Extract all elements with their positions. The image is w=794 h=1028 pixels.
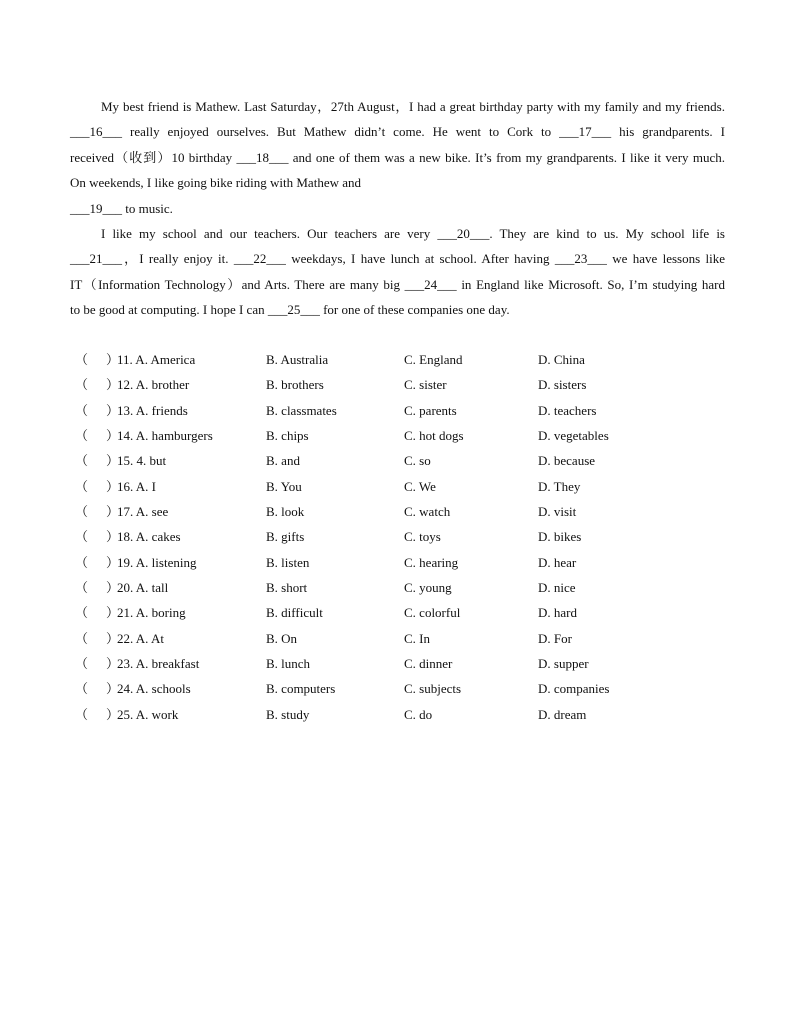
question-stem-option-a: 16. A. I bbox=[117, 478, 156, 494]
option-d: D. dream bbox=[538, 706, 587, 722]
option-c: C. In bbox=[404, 630, 430, 646]
option-b: B. Australia bbox=[266, 352, 329, 367]
passage-line: to be good at computing. I hope I can ___25___ for one of these companies one day. bbox=[70, 302, 510, 318]
question-item bbox=[70, 702, 670, 727]
option-b: B. study bbox=[266, 706, 310, 722]
option-b: B. difficult bbox=[266, 605, 323, 621]
option-c: C. do bbox=[404, 706, 433, 722]
option-b: B. You bbox=[266, 478, 302, 494]
question-item bbox=[70, 474, 670, 499]
option-c: C. sister bbox=[404, 377, 447, 393]
option-c: C. hearing bbox=[404, 554, 459, 570]
answer-paren-close: ） bbox=[106, 352, 120, 367]
option-d: D. nice bbox=[538, 580, 576, 596]
passage-line: My best friend is Mathew. Last Saturday，27th August，I had a great birthday party with my family and my friends. bbox=[101, 99, 725, 114]
question-item bbox=[70, 550, 670, 575]
answer-paren-open: （ bbox=[75, 402, 89, 418]
answer-paren-close: ） bbox=[106, 402, 120, 418]
question-item bbox=[70, 575, 670, 600]
option-b: B. and bbox=[266, 453, 300, 469]
option-c: C. England bbox=[404, 352, 463, 367]
answer-paren-open: （ bbox=[75, 605, 89, 621]
question-list bbox=[70, 347, 670, 727]
option-c: C. hot dogs bbox=[404, 428, 464, 444]
question-item bbox=[70, 448, 670, 473]
question-stem-option-a: 21. A. boring bbox=[117, 605, 186, 621]
passage-line: ___16___ really enjoyed ourselves. But Mathew didn’t come. He went to Cork to ___17___ his grandparents. I bbox=[70, 124, 725, 140]
answer-paren-close: ） bbox=[106, 478, 120, 494]
question-stem-option-a: 13. A. friends bbox=[117, 402, 188, 418]
option-d: D. For bbox=[538, 630, 572, 646]
answer-paren-close: ） bbox=[106, 580, 120, 596]
question-stem-option-a: 20. A. tall bbox=[117, 580, 169, 596]
answer-paren-open: （ bbox=[75, 504, 89, 520]
option-c: C. young bbox=[404, 580, 452, 596]
option-b: B. lunch bbox=[266, 656, 311, 672]
answer-paren-open: （ bbox=[75, 428, 89, 444]
cloze-passage bbox=[70, 94, 725, 323]
answer-paren-open: （ bbox=[75, 630, 89, 646]
option-d: D. China bbox=[538, 352, 585, 367]
question-item bbox=[70, 626, 670, 651]
answer-paren-open: （ bbox=[75, 580, 89, 596]
option-d: D. They bbox=[538, 478, 581, 494]
question-item bbox=[70, 499, 670, 524]
answer-paren-close: ） bbox=[106, 681, 120, 697]
option-d: D. vegetables bbox=[538, 428, 609, 444]
option-b: B. listen bbox=[266, 554, 310, 570]
question-stem-option-a: 19. A. listening bbox=[117, 554, 197, 570]
answer-paren-open: （ bbox=[75, 478, 89, 494]
question-stem-option-a: 22. A. At bbox=[117, 630, 164, 646]
option-c: C. toys bbox=[404, 529, 441, 545]
answer-paren-close: ） bbox=[106, 605, 120, 621]
option-d: D. sisters bbox=[538, 377, 587, 393]
option-d: D. companies bbox=[538, 681, 610, 697]
answer-paren-close: ） bbox=[106, 377, 120, 393]
answer-paren-open: （ bbox=[75, 554, 89, 570]
answer-paren-open: （ bbox=[75, 656, 89, 672]
question-item bbox=[70, 676, 670, 701]
option-d: D. hear bbox=[538, 554, 577, 570]
answer-paren-open: （ bbox=[75, 529, 89, 545]
option-c: C. parents bbox=[404, 402, 457, 418]
answer-paren-open: （ bbox=[75, 377, 89, 393]
passage-line: I like my school and our teachers. Our teachers are very ___20___. They are kind to us. My school life is bbox=[101, 226, 725, 242]
option-c: C. so bbox=[404, 453, 431, 469]
question-stem-option-a: 12. A. brother bbox=[117, 377, 190, 393]
option-d: D. visit bbox=[538, 504, 577, 520]
answer-paren-close: ） bbox=[106, 453, 120, 469]
question-item bbox=[70, 398, 670, 423]
option-b: B. short bbox=[266, 580, 308, 596]
question-stem-option-a: 17. A. see bbox=[117, 504, 169, 520]
option-d: D. hard bbox=[538, 605, 577, 621]
question-stem-option-a: 18. A. cakes bbox=[117, 529, 181, 545]
option-d: D. supper bbox=[538, 656, 589, 672]
question-stem-option-a: 25. A. work bbox=[117, 706, 179, 722]
answer-paren-close: ） bbox=[106, 504, 120, 520]
option-b: B. computers bbox=[266, 681, 336, 697]
question-stem-option-a: 15. 4. but bbox=[117, 453, 167, 469]
question-stem-option-a: 23. A. breakfast bbox=[117, 656, 200, 672]
option-b: B. chips bbox=[266, 428, 309, 444]
answer-paren-close: ） bbox=[106, 630, 120, 646]
question-stem-option-a: 11. A. America bbox=[117, 352, 196, 367]
option-b: B. On bbox=[266, 630, 298, 646]
question-stem-option-a: 24. A. schools bbox=[117, 681, 191, 697]
question-stem-option-a: 14. A. hamburgers bbox=[117, 428, 213, 444]
option-b: B. gifts bbox=[266, 529, 305, 545]
answer-paren-open: （ bbox=[75, 706, 89, 722]
option-b: B. brothers bbox=[266, 377, 324, 393]
question-item bbox=[70, 651, 670, 676]
option-c: C. colorful bbox=[404, 605, 461, 621]
passage-line: ___19___ to music. bbox=[70, 200, 173, 216]
question-item bbox=[70, 372, 670, 397]
question-item bbox=[70, 347, 670, 372]
answer-paren-close: ） bbox=[106, 529, 120, 545]
answer-paren-open: （ bbox=[75, 352, 89, 367]
option-d: D. because bbox=[538, 453, 596, 469]
passage-line: received（收到）10 birthday ___18___ and one of them was a new bike. It’s from my grandparents. I like it very much. bbox=[70, 149, 725, 165]
passage-line: IT（Information Technology）and Arts. There are many big ___24___ in England like Microsoft. So, I’m studying hard bbox=[70, 276, 725, 292]
answer-paren-close: ） bbox=[106, 554, 120, 570]
answer-paren-close: ） bbox=[106, 656, 120, 672]
question-item bbox=[70, 423, 670, 448]
question-item bbox=[70, 524, 670, 549]
option-c: C. watch bbox=[404, 504, 451, 520]
option-d: D. bikes bbox=[538, 529, 582, 545]
answer-paren-open: （ bbox=[75, 453, 89, 469]
option-d: D. teachers bbox=[538, 402, 597, 418]
option-b: B. classmates bbox=[266, 402, 337, 418]
question-item bbox=[70, 600, 670, 625]
passage-line: ___21___，I really enjoy it. ___22___ weekdays, I have lunch at school. After having ___23___ we have lessons like bbox=[70, 251, 725, 267]
option-c: C. We bbox=[404, 478, 436, 494]
option-c: C. subjects bbox=[404, 681, 462, 697]
option-b: B. look bbox=[266, 504, 305, 520]
option-c: C. dinner bbox=[404, 656, 453, 672]
answer-paren-close: ） bbox=[106, 428, 120, 444]
answer-paren-close: ） bbox=[106, 706, 120, 722]
answer-paren-open: （ bbox=[75, 681, 89, 697]
passage-line: On weekends, I like going bike riding with Mathew and bbox=[70, 175, 361, 191]
